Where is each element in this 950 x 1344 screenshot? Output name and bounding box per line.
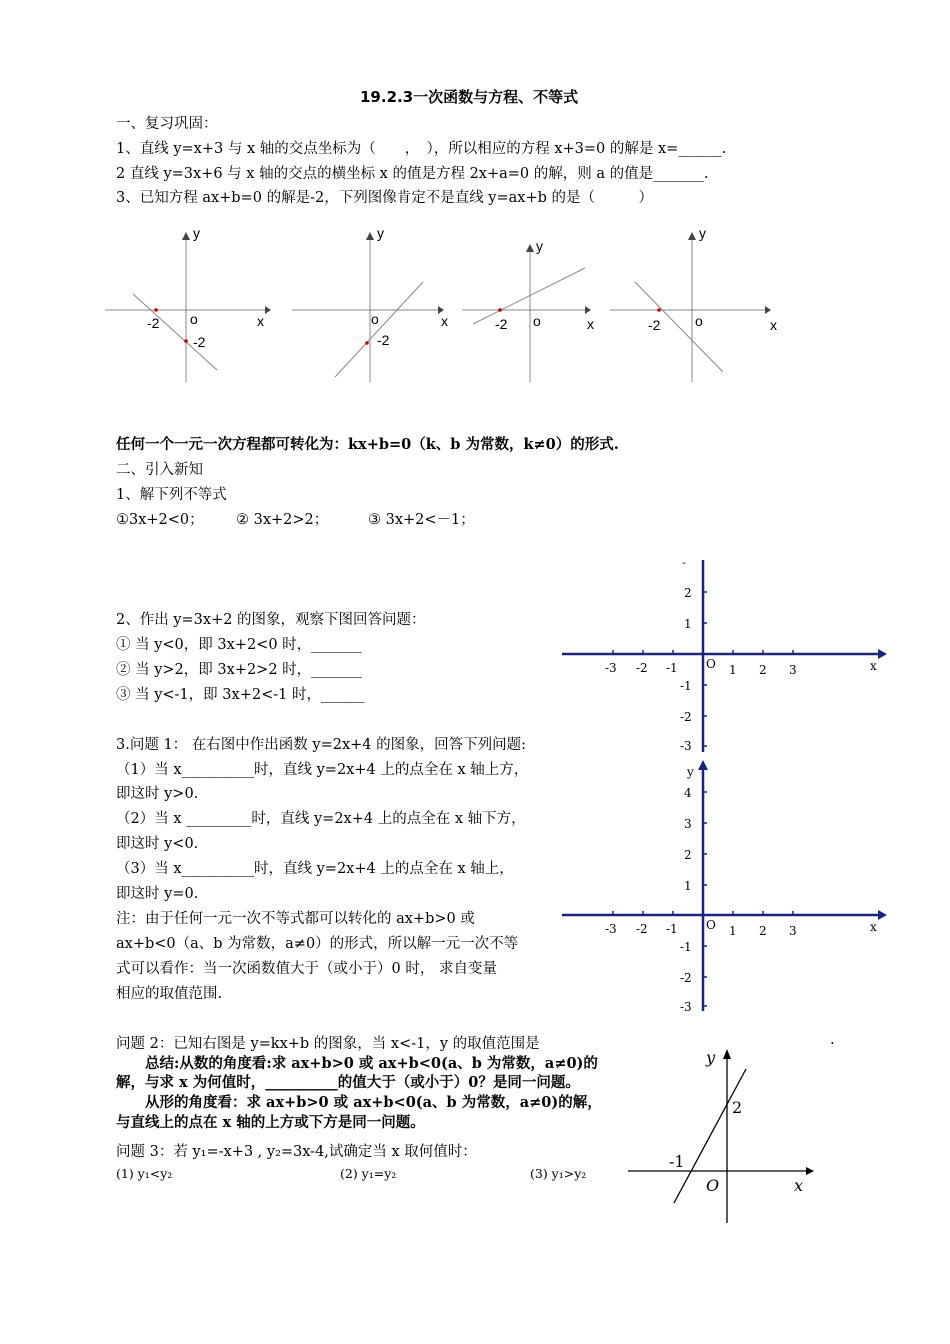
- graph-c-origin: o: [533, 313, 541, 329]
- problem2-text: 问题 2：已知右图是 y=kx+b 的图象，当 x<-1，y 的取值范围是: [116, 1036, 540, 1052]
- grid1-xlabel: x: [870, 659, 877, 673]
- grid2-ytick-neg1: -1: [680, 940, 692, 954]
- graph-question-c: ③ 当 y<-1，即 3x+2<-1 时，______: [116, 687, 365, 703]
- grid1-ytick-1: 1: [684, 617, 692, 631]
- problem3-text: 问题 3：若 y₁=-x+3 , y₂=3x-4,试确定当 x 取何值时：: [116, 1144, 477, 1160]
- problem3-case-1: (1) y₁<y₂: [116, 1166, 173, 1181]
- note-line-4: 相应的取值范围.: [116, 986, 223, 1002]
- review-question-2: 2 直线 y=3x+6 与 x 轴的交点的横坐标 x 的值是方程 2x+a=0 的解，则 a 的值是_______.: [116, 166, 709, 182]
- grid2-ytick-neg2: -2: [680, 971, 692, 985]
- grid2-origin: O: [706, 918, 716, 932]
- grid2-xtick-1: 1: [729, 924, 737, 938]
- graph-d-ylabel: y: [699, 225, 706, 241]
- problem1-heading: 3.问题 1： 在右图中作出函数 y=2x+4 的图象，回答下列问题:: [116, 737, 526, 753]
- summary-line-1: 总结:从数的角度看:求 ax+b>0 或 ax+b<0(a、b 为常数，a≠0)的: [145, 1055, 598, 1072]
- graph-b-origin: o: [371, 311, 379, 327]
- linear-function-graph: [628, 1045, 818, 1227]
- grid2-ytick-1: 1: [684, 879, 692, 893]
- small-graph-yint: 2: [732, 1098, 743, 1117]
- grid2-ytick-neg3: -3: [680, 1000, 692, 1014]
- grid1-xtick-2: 2: [759, 663, 767, 677]
- grid1-xtick-neg3: -3: [605, 661, 617, 675]
- graph-b-yint: -2: [377, 332, 390, 348]
- graph-c-xint: -2: [495, 316, 508, 332]
- grid2-ylabel: y: [687, 765, 694, 779]
- section2-heading: 二、引入新知: [116, 462, 203, 478]
- graph-b-xlabel: x: [441, 313, 448, 329]
- graph-c: [462, 238, 594, 382]
- grid2-xtick-3: 3: [789, 924, 797, 938]
- grid1-ytick-neg1: -1: [680, 679, 692, 693]
- graph-question-a: ① 当 y<0，即 3x+2<0 时，_______: [116, 637, 362, 653]
- note-line-2: ax+b<0（a、b 为常数，a≠0）的形式，所以解一元一次不等: [116, 936, 519, 952]
- grid2-xtick-2: 2: [759, 924, 767, 938]
- grid1-xtick-neg2: -2: [636, 661, 648, 675]
- inequality-2: ② 3x+2>2；: [236, 512, 329, 528]
- grid2-xtick-neg1: -1: [666, 922, 678, 936]
- problem1-part1: （1）当 x__________时，直线 y=2x+4 上的点全在 x 轴上方，: [116, 762, 529, 778]
- summary-line-2: 解，与求 x 为何值时，__________的值大于（或小于）0？是同一问题。: [116, 1074, 580, 1091]
- inequality-1: ①3x+2<0；: [116, 512, 204, 528]
- review-question-1: 1、直线 y=x+3 与 x 轴的交点坐标为（ ， ），所以相应的方程 x+3=0 的解是 x=______.: [116, 141, 727, 157]
- graph-d-xint: -2: [648, 317, 661, 333]
- graph-d-origin: o: [695, 313, 703, 329]
- problem1-part2-note: 即这时 y<0.: [116, 836, 199, 852]
- grid1-top-mark: -: [682, 556, 686, 569]
- graph-a-yint: -2: [193, 334, 206, 350]
- review-question-3: 3、已知方程 ax+b=0 的解是-2，下列图像肯定不是直线 y=ax+b 的是（ ）: [116, 190, 654, 206]
- inequality-heading: 1、解下列不等式: [116, 487, 227, 503]
- small-graph-xlabel: x: [794, 1176, 804, 1195]
- graph-question-b: ② 当 y>2，即 3x+2>2 时，_______: [116, 662, 362, 678]
- grid2-xlabel: x: [870, 920, 877, 934]
- grid2-xtick-neg3: -3: [605, 922, 617, 936]
- problem1-part1-note: 即这时 y>0.: [116, 786, 199, 802]
- graph-a-ylabel: y: [193, 225, 200, 241]
- problem1-part2: （2）当 x _________时，直线 y=2x+4 上的点全在 x 轴下方，: [116, 811, 526, 827]
- graph-a-origin: o: [190, 311, 198, 327]
- inequality-3: ③ 3x+2<－1；: [368, 512, 475, 528]
- small-graph-xint: -1: [669, 1152, 685, 1171]
- conclusion-text: 任何一个一元一次方程都可转化为：kx+b=0（k、b 为常数，k≠0）的形式.: [116, 436, 619, 453]
- grid1-ytick-neg2: -2: [680, 710, 692, 724]
- problem3-case-3: (3) y₁>y₂: [530, 1166, 587, 1181]
- option-graphs: [105, 222, 795, 392]
- grid2-ytick-3: 3: [684, 817, 692, 831]
- graph-c-xlabel: x: [587, 316, 594, 332]
- grid2-xtick-neg2: -2: [636, 922, 648, 936]
- grid2-ytick-4: 4: [684, 786, 692, 800]
- grid1-xtick-1: 1: [729, 663, 737, 677]
- grid1-xtick-3: 3: [789, 663, 797, 677]
- graph-d-xlabel: x: [770, 317, 777, 333]
- summary-line-4: 与直线上的点在 x 轴的上方或下方是同一问题。: [116, 1114, 425, 1131]
- graph-c-ylabel: y: [536, 238, 543, 254]
- small-graph-ylabel: y: [706, 1048, 716, 1067]
- coordinate-grid-1: [560, 556, 890, 756]
- problem2-end-dot: .: [830, 1032, 835, 1048]
- section1-heading: 一、复习巩固：: [116, 116, 218, 132]
- coordinate-grid-2: [560, 756, 890, 1016]
- note-line-3: 式可以看作：当一次函数值大于（或小于）0 时， 求自变量: [116, 961, 497, 977]
- small-graph-origin: O: [706, 1176, 720, 1195]
- graph-a-xlabel: x: [257, 313, 264, 329]
- note-line-1: 注：由于任何一元一次不等式都可以转化的 ax+b>0 或: [116, 911, 475, 927]
- graph-b-ylabel: y: [377, 225, 384, 241]
- graph-a: [105, 225, 271, 382]
- page-title: 19.2.3一次函数与方程、不等式: [360, 88, 579, 106]
- problem3-case-2: (2) y₁=y₂: [340, 1166, 397, 1181]
- grid2-ytick-2: 2: [684, 848, 692, 862]
- problem1-part3-note: 即这时 y=0.: [116, 886, 199, 902]
- problem1-part3: （3）当 x__________时，直线 y=2x+4 上的点全在 x 轴上，: [116, 861, 514, 877]
- graph-d: [610, 225, 777, 382]
- graph-a-xint: -2: [147, 315, 160, 331]
- grid1-ytick-neg3: -3: [680, 739, 692, 753]
- grid1-xtick-neg1: -1: [666, 661, 678, 675]
- grid1-ytick-2: 2: [684, 586, 692, 600]
- graph-question-heading: 2、作出 y=3x+2 的图象，观察下图回答问题：: [116, 612, 426, 628]
- grid1-origin: O: [706, 657, 716, 671]
- graph-b: [292, 225, 448, 382]
- summary-line-3: 从形的角度看：求 ax+b>0 或 ax+b<0(a、b 为常数，a≠0)的解，: [145, 1094, 602, 1111]
